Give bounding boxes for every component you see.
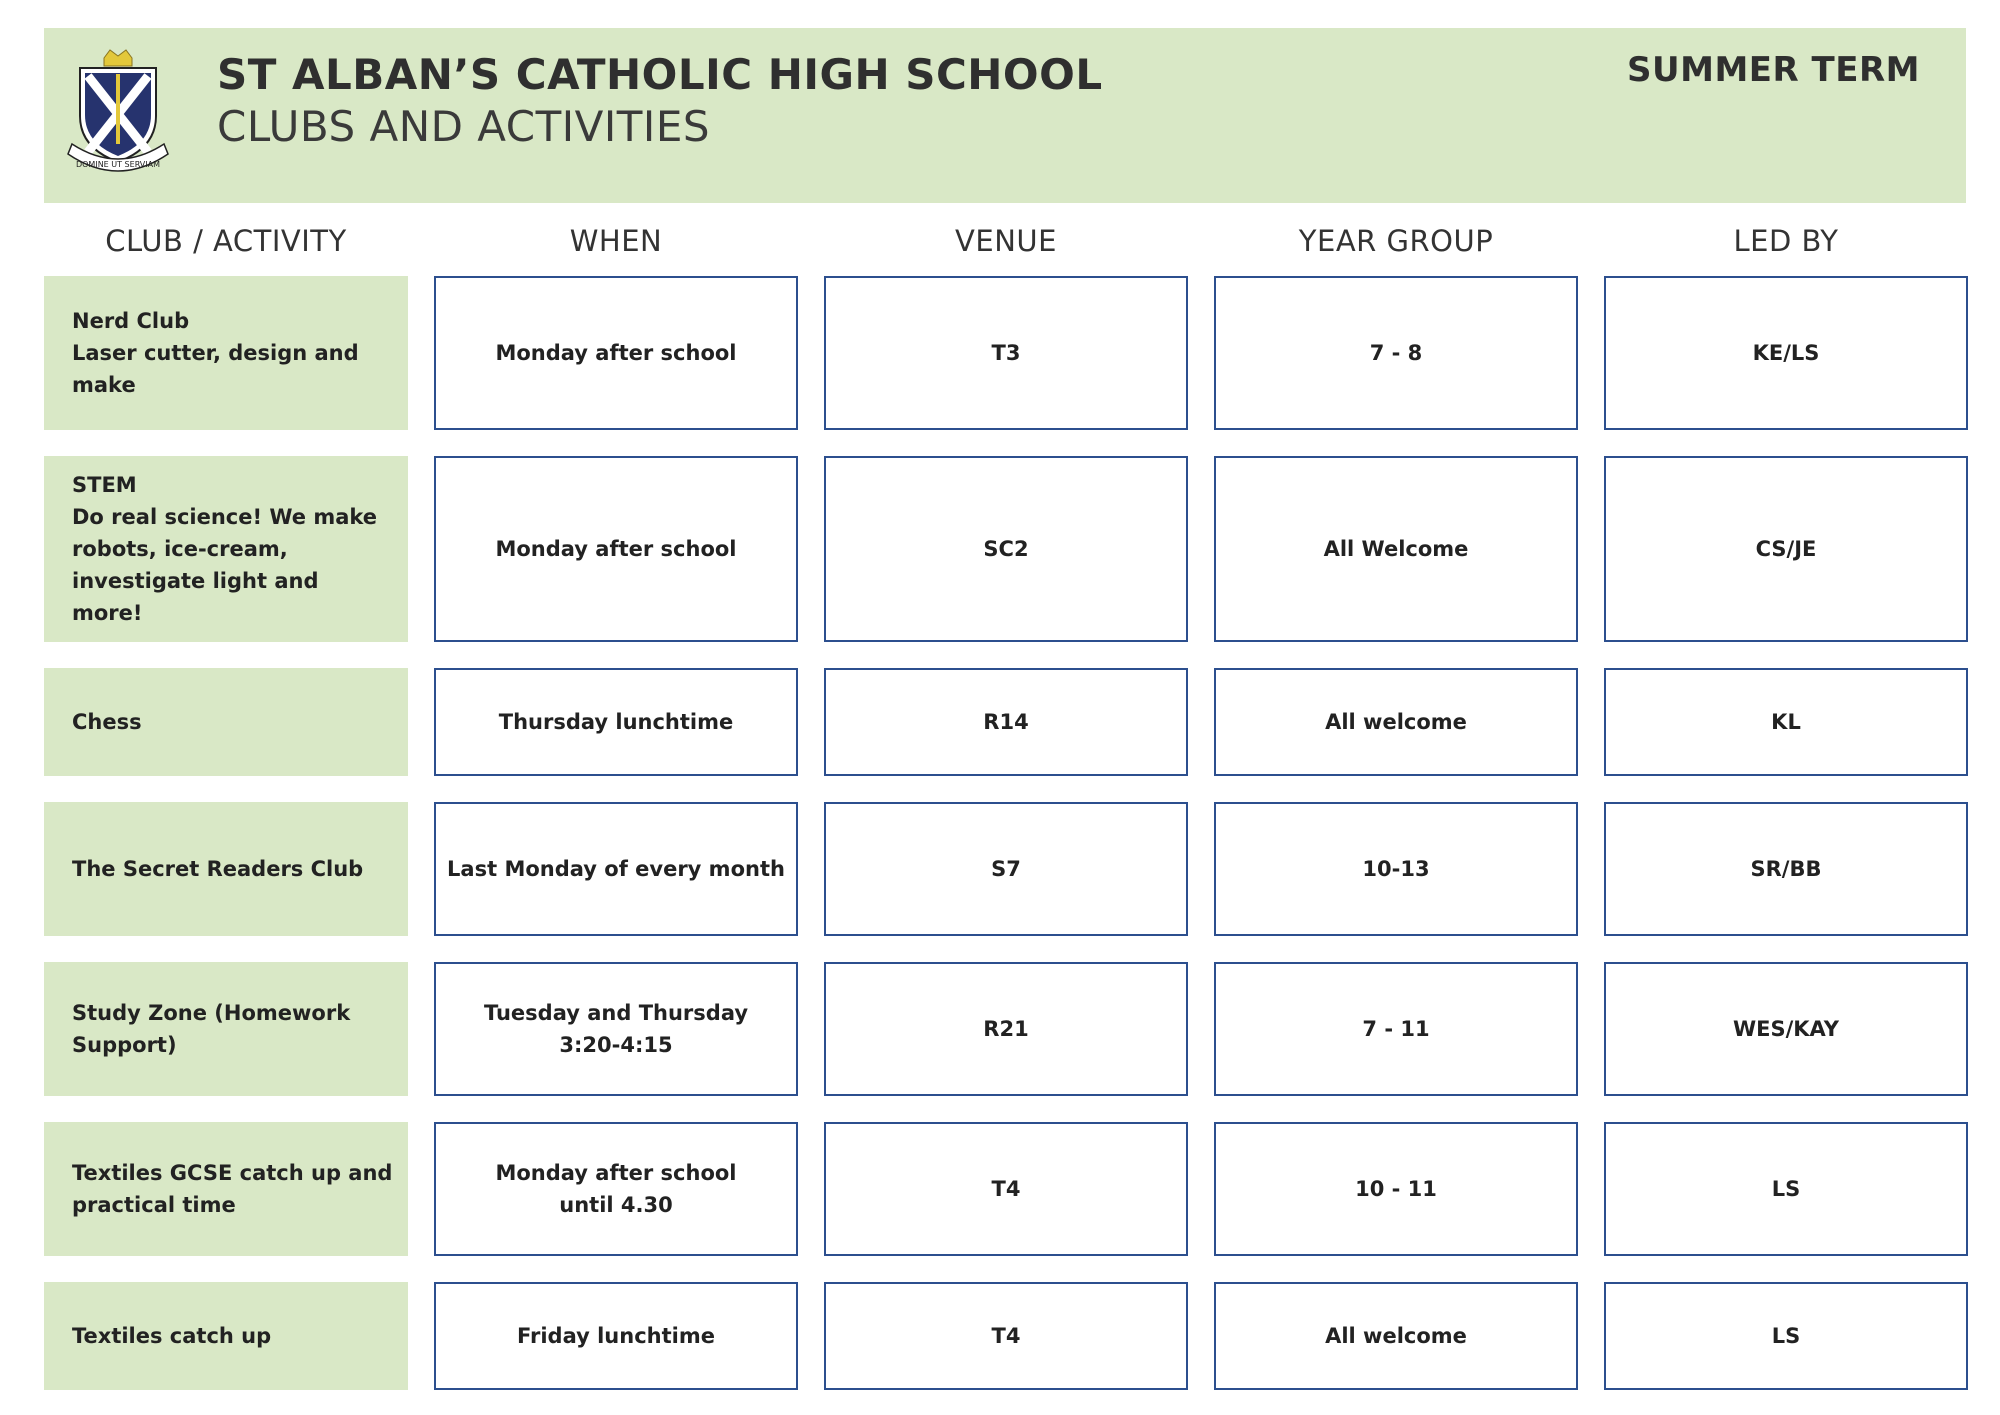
table-cell-club-activity: STEM Do real science! We make robots, ice-cream, investigate light and more! [44,456,408,642]
table-cell-club-activity: Chess [44,668,408,776]
table-cell-venue: T4 [824,1282,1188,1390]
table-cell-year-group: All welcome [1214,668,1578,776]
table-cell-year-group: 7 - 8 [1214,276,1578,430]
table-cell-year-group: 10-13 [1214,802,1578,936]
table-cell-led-by: LS [1604,1122,1968,1256]
table-cell-venue: SC2 [824,456,1188,642]
table-cell-year-group: All welcome [1214,1282,1578,1390]
svg-text:DOMINE UT SERVIAM: DOMINE UT SERVIAM [75,160,161,169]
table-cell-venue: T3 [824,276,1188,430]
table-cell-when: Last Monday of every month [434,802,798,936]
table-cell-when: Monday after school [434,456,798,642]
table-cell-when: Monday after school [434,276,798,430]
column-header-venue: VENUE [955,224,1057,258]
header-banner [44,28,1966,203]
page-subtitle: CLUBS AND ACTIVITIES [217,102,711,151]
table-cell-when: Thursday lunchtime [434,668,798,776]
table-cell-led-by: WES/KAY [1604,962,1968,1096]
column-header-club-activity: CLUB / ACTIVITY [105,224,347,258]
column-header-year-group: YEAR GROUP [1298,224,1494,258]
table-cell-when: Monday after school until 4.30 [434,1122,798,1256]
table-cell-when: Tuesday and Thursday 3:20-4:15 [434,962,798,1096]
table-cell-led-by: SR/BB [1604,802,1968,936]
school-name: ST ALBAN’S CATHOLIC HIGH SCHOOL [217,50,1103,99]
table-cell-club-activity: Nerd Club Laser cutter, design and make [44,276,408,430]
table-cell-led-by: CS/JE [1604,456,1968,642]
table-cell-venue: T4 [824,1122,1188,1256]
table-cell-led-by: KE/LS [1604,276,1968,430]
table-cell-club-activity: Textiles catch up [44,1282,408,1390]
table-cell-year-group: 7 - 11 [1214,962,1578,1096]
table-cell-led-by: LS [1604,1282,1968,1390]
table-cell-when: Friday lunchtime [434,1282,798,1390]
table-cell-club-activity: The Secret Readers Club [44,802,408,936]
table-cell-year-group: All Welcome [1214,456,1578,642]
table-cell-club-activity: Textiles GCSE catch up and practical time [44,1122,408,1256]
table-cell-year-group: 10 - 11 [1214,1122,1578,1256]
table-cell-venue: R14 [824,668,1188,776]
term-label: SUMMER TERM [1627,50,1920,90]
school-crest-icon [64,46,172,178]
table-cell-venue: R21 [824,962,1188,1096]
table-cell-venue: S7 [824,802,1188,936]
column-header-led-by: LED BY [1733,224,1839,258]
table-cell-club-activity: Study Zone (Homework Support) [44,962,408,1096]
column-header-when: WHEN [569,224,663,258]
table-cell-led-by: KL [1604,668,1968,776]
